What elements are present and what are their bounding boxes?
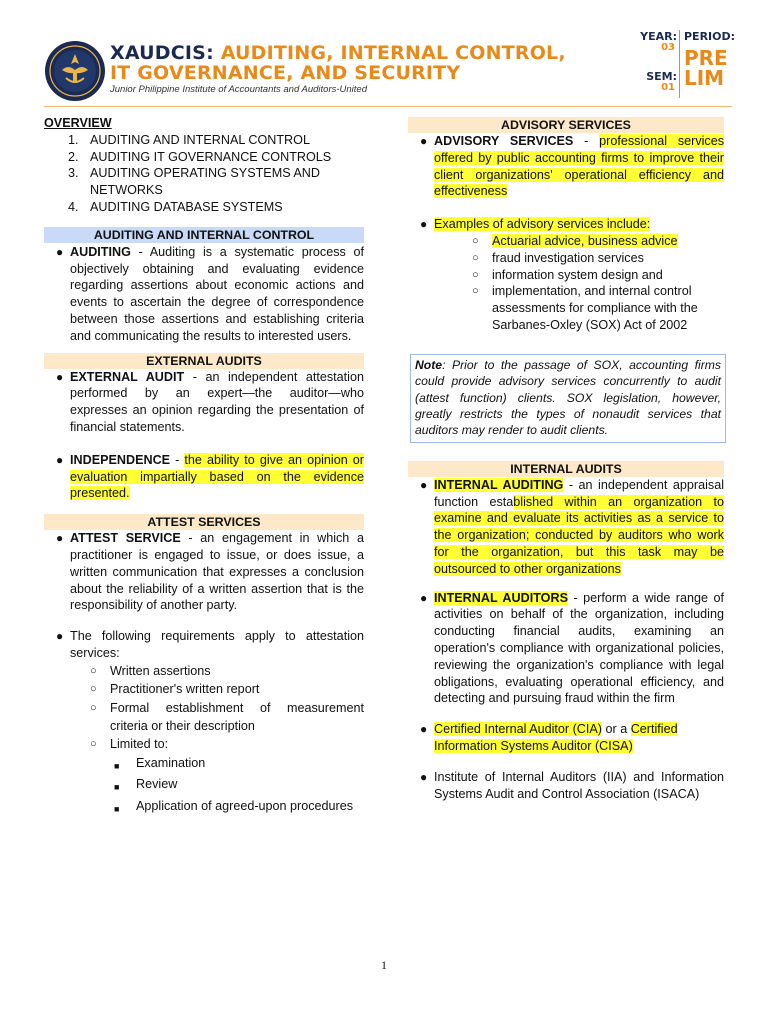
- bullet-text: [434, 216, 724, 233]
- bullet-dot-icon: ●: [420, 722, 428, 737]
- section-heading-external-audits: EXTERNAL AUDITS: [44, 353, 364, 369]
- list-item: [68, 199, 364, 216]
- term: INDEPENDENCE: [70, 452, 171, 467]
- bullet-organizations: [408, 769, 724, 803]
- list-text: Limited to:: [110, 737, 169, 752]
- left-column: [44, 112, 364, 818]
- period-value: [684, 48, 730, 88]
- bullet-requirements: [44, 628, 364, 662]
- note-body: : Prior to the passage of SOX, accounting firms could provide advisory services concurrently to audit (attest function) clients. SOX legislation, however, greatly restricts the types of nonaudit services that auditors may render to audit clients.: [415, 357, 721, 438]
- list-text: AUDITING AND INTERNAL CONTROL: [90, 132, 310, 147]
- bullet-independence: [44, 452, 364, 502]
- note-box: [410, 354, 726, 443]
- bullet-dot-icon: ●: [56, 452, 64, 467]
- circle-bullet-icon: ○: [472, 285, 479, 298]
- list-item: [472, 250, 724, 267]
- requirements-list: [90, 662, 364, 754]
- bullet-dot-icon: ●: [420, 590, 428, 605]
- list-text: Examination: [136, 755, 206, 770]
- period-value-line-2: LIM: [684, 66, 725, 90]
- advisory-examples-list: [472, 233, 724, 334]
- highlighted-text: Examples of advisory services include:: [434, 217, 651, 232]
- bullet-dot-icon: ●: [56, 629, 64, 644]
- term: AUDITING: [70, 244, 131, 259]
- page-number: 1: [381, 958, 387, 972]
- list-text: Formal establishment of measurement criteria or their description: [110, 700, 364, 733]
- highlighted-text: Certified Internal Auditor (CIA): [434, 722, 602, 737]
- title-line-2: IT GOVERNANCE, AND SECURITY: [110, 62, 461, 84]
- section-heading-advisory-services: ADVISORY SERVICES: [408, 117, 724, 133]
- title-line-1: AUDITING, INTERNAL CONTROL,: [220, 42, 566, 64]
- separator: -: [170, 452, 185, 467]
- bullet-attest-service: [44, 530, 364, 614]
- bullet-certifications: [408, 721, 724, 755]
- circle-bullet-icon: ○: [472, 268, 479, 281]
- note-text: [415, 357, 721, 439]
- list-item: [114, 797, 364, 818]
- bullet-internal-auditing: [408, 477, 724, 578]
- header-rule: [44, 106, 732, 107]
- course-code: XAUDCIS:: [110, 42, 214, 64]
- bullet-text: [434, 590, 724, 708]
- period-label: PERIOD:: [684, 30, 736, 43]
- bullet-external-audit: [44, 369, 364, 436]
- definition: - an engagement in which a practitioner is engaged to issue, or does issue, a written communication that expresses a conclusion about the reliability of a written assertion that is the responsibility of another party.: [70, 531, 364, 613]
- list-text: implementation, and internal control assessments for compliance with the Sarbanes-Oxley (SOX) Act of 2002: [492, 284, 698, 332]
- bullet-dot-icon: ●: [56, 369, 64, 384]
- list-text: Written assertions: [110, 663, 211, 678]
- definition: - perform a wide range of activities on behalf of the organization, including conducting financial audits, examining an operation's compliance with organizational policies, reviewing the organization's compliance with legal obligations, evaluating operational efficiency, and detecting and pursuing fraud within the firm: [434, 590, 724, 706]
- list-number: 4.: [68, 199, 79, 214]
- bullet-text: [434, 721, 724, 755]
- connector-text: or a: [602, 722, 631, 737]
- bullet-dot-icon: ●: [56, 531, 64, 546]
- section-heading-internal-audits: INTERNAL AUDITS: [408, 461, 724, 477]
- list-text: [492, 233, 724, 250]
- organization-subtitle: Junior Philippine Institute of Accountants and Auditors-United: [110, 84, 368, 95]
- circle-bullet-icon: ○: [472, 251, 479, 264]
- list-item: [68, 165, 364, 199]
- separator: -: [573, 134, 600, 148]
- year-value: 03: [661, 42, 675, 53]
- highlighted-text: Certified Information Systems Auditor (CISA): [434, 722, 678, 753]
- bullet-internal-auditors: [408, 590, 724, 708]
- list-text: information system design and: [492, 267, 663, 282]
- highlighted-term: INTERNAL AUDITORS: [434, 590, 568, 605]
- term: EXTERNAL AUDIT: [70, 369, 185, 384]
- list-item: [472, 283, 724, 333]
- term-info: [632, 30, 736, 100]
- bullet-dot-icon: ●: [56, 244, 64, 259]
- list-text: AUDITING OPERATING SYSTEMS AND NETWORKS: [90, 166, 320, 198]
- bullet-text: The following requirements apply to attestation services:: [70, 629, 364, 660]
- year-label: YEAR:: [640, 30, 677, 43]
- circle-bullet-icon: ○: [90, 738, 97, 751]
- square-bullet-icon: ■: [114, 760, 120, 771]
- limited-to-list: [114, 754, 364, 818]
- list-item: [114, 754, 364, 775]
- overview-list: [68, 132, 364, 216]
- highlighted-text: Actuarial advice, business advice: [492, 233, 678, 248]
- bullet-text: [70, 244, 364, 345]
- bullet-dot-icon: ●: [420, 217, 428, 232]
- definition: - an independent attestation performed by an expert—the auditor—who expresses an opinion regarding the presentation of financial statements.: [70, 369, 364, 434]
- bullet-text: [434, 133, 724, 200]
- organization-seal-logo: [44, 40, 106, 102]
- sem-value: 01: [661, 82, 675, 93]
- circle-bullet-icon: ○: [90, 664, 97, 677]
- bullet-dot-icon: ●: [420, 134, 428, 148]
- list-text: Review: [136, 777, 178, 792]
- list-text: AUDITING IT GOVERNANCE CONTROLS: [90, 149, 332, 164]
- square-bullet-icon: ■: [114, 803, 120, 814]
- bullet-text: [70, 452, 364, 502]
- list-number: 1.: [68, 132, 79, 147]
- bullet-dot-icon: ●: [420, 769, 428, 784]
- list-item: [90, 662, 364, 680]
- list-item: [472, 233, 724, 250]
- document-title: [110, 43, 630, 95]
- list-item: [90, 699, 364, 736]
- section-heading-auditing-internal-control: AUDITING AND INTERNAL CONTROL: [44, 227, 364, 243]
- note-label: Note: [415, 357, 443, 372]
- list-number: 2.: [68, 149, 79, 164]
- highlighted-definition: professional services offered by public accounting firms to improve their client organizations' operational efficiency and effectiveness: [434, 134, 725, 199]
- circle-bullet-icon: ○: [90, 701, 97, 714]
- list-item: [90, 735, 364, 753]
- bullet-text: [70, 530, 364, 614]
- bullet-text: [70, 369, 364, 436]
- bullet-text: Institute of Internal Auditors (IIA) and Information Systems Audit and Control Association (ISACA): [434, 769, 724, 801]
- right-column: [408, 117, 724, 802]
- highlighted-definition: blished within an organization to examine and evaluate its activities as a service to the organization; conducted by auditors who work for the organization, but this task may be outsourced to other organizations: [434, 494, 724, 576]
- list-text: Application of agreed-upon procedures: [136, 798, 354, 813]
- list-text: AUDITING DATABASE SYSTEMS: [90, 199, 283, 214]
- meta-divider: [679, 30, 680, 98]
- list-item: [472, 267, 724, 284]
- list-number: 3.: [68, 166, 79, 181]
- sem-label: SEM:: [646, 70, 677, 83]
- circle-bullet-icon: ○: [90, 683, 97, 696]
- overview-title: OVERVIEW: [44, 116, 112, 130]
- definition: - Auditing is a systematic process of objectively obtaining and evaluating evidence regarding assertions about economic actions and events to ascertain the degree of correspondence between those assertions and establishing criteria and communicating the results to interested users.: [70, 244, 364, 343]
- list-item: [90, 680, 364, 698]
- circle-bullet-icon: ○: [472, 234, 479, 247]
- list-item: [114, 775, 364, 796]
- term: ATTEST SERVICE: [70, 531, 181, 546]
- square-bullet-icon: ■: [114, 782, 120, 793]
- list-text: Practitioner's written report: [110, 682, 260, 697]
- list-text: fraud investigation services: [492, 250, 644, 265]
- definition: - an independent appraisal function esta: [434, 477, 724, 509]
- list-item: [68, 149, 364, 166]
- bullet-advisory-services: [408, 133, 724, 200]
- bullet-auditing: [44, 244, 364, 345]
- bullet-text: [434, 477, 724, 578]
- list-item: [68, 132, 364, 149]
- highlighted-definition: the ability to give an opinion or evaluation impartially based on the evidence presented.: [70, 452, 364, 501]
- highlighted-term: INTERNAL AUDITING: [434, 477, 564, 492]
- bullet-dot-icon: ●: [420, 477, 428, 492]
- section-heading-attest-services: ATTEST SERVICES: [44, 514, 364, 530]
- term: ADVISORY SERVICES: [434, 134, 574, 148]
- period-value-line-1: PRE: [684, 46, 728, 70]
- bullet-advisory-examples: [408, 216, 724, 233]
